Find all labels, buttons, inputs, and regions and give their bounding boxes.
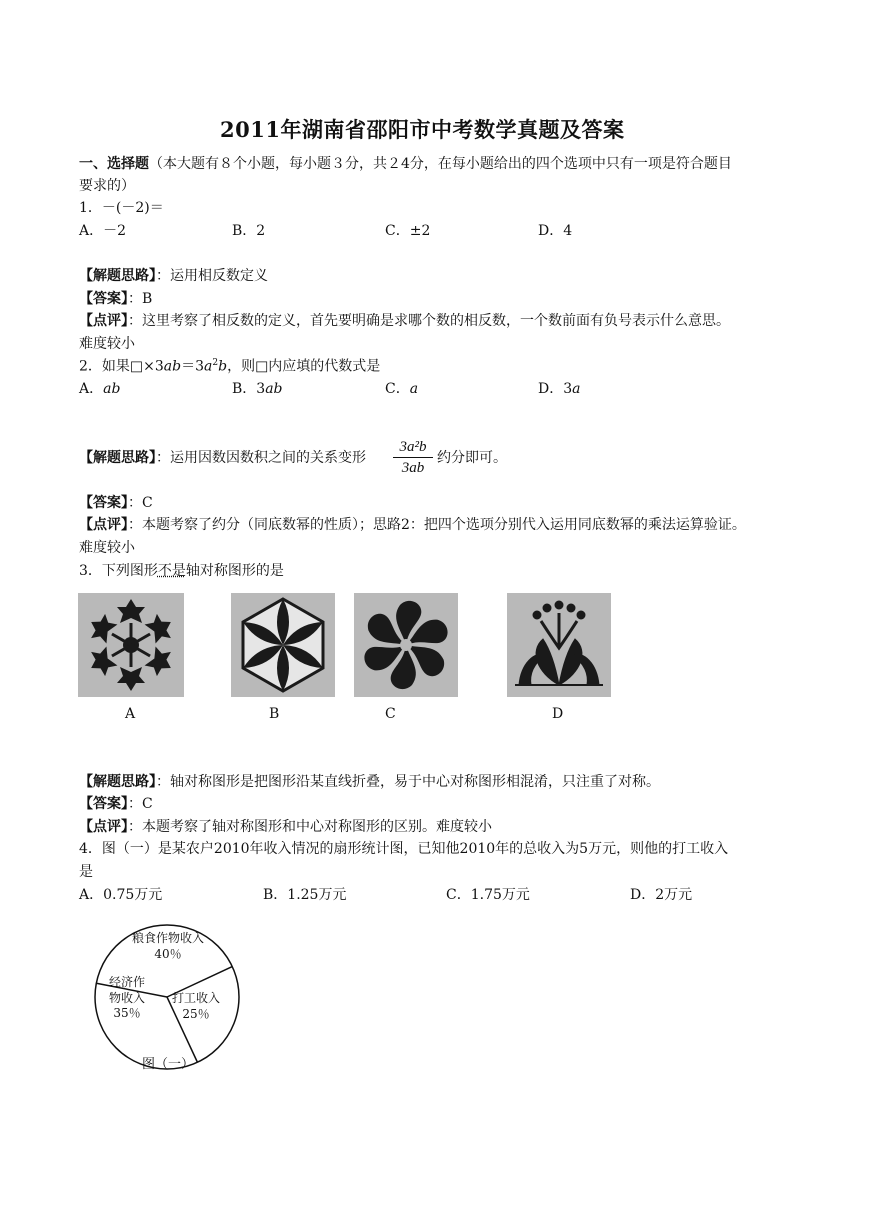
q2-fraction (393, 438, 433, 477)
q1-option-d: D．4 (538, 223, 573, 239)
q3-answer (79, 796, 153, 813)
pie-label-grain-name: 粮食作物收入 (132, 931, 205, 945)
q4-option-c: C．1.75万元 (446, 887, 530, 903)
q3-fig-label-b: B (269, 706, 280, 722)
section-heading-desc-line2: 要求的） (79, 178, 135, 194)
q1-option-b: B．2 (232, 223, 266, 239)
q1-option-c: C．±2 (385, 223, 431, 239)
q2-idea-text: ：运用因数因数积之间的关系变形 (156, 450, 366, 466)
q1-comment (79, 313, 730, 330)
q2-option-a-label: A． (79, 381, 104, 397)
q1-idea (79, 268, 268, 285)
q2-fraction-denominator: 3ab (401, 460, 425, 476)
page-title: 2011年湖南省邵阳市中考数学真题及答案 (220, 117, 625, 142)
q1-idea-label: 【解题思路】 (79, 268, 156, 284)
pie-label-cash-crop-value: 35％ (113, 1006, 141, 1021)
q1-comment-line2: 难度较小 (79, 336, 135, 352)
q4-option-b: B．1.25万元 (263, 887, 347, 903)
q2-fraction-numerator: 3a²b (399, 439, 427, 455)
q1-option-a: A．－2 (79, 223, 127, 239)
q1-comment-label: 【点评】 (79, 313, 128, 329)
section-heading-desc: （本大题有８个小题，每小题３分，共２4分，在每小题给出的四个选项中只有一项是符合题目 (149, 156, 732, 172)
pie-label-labor-value: 25％ (182, 1006, 210, 1021)
q2-comment-label: 【点评】 (79, 517, 128, 533)
q2-option-d-value: a (572, 381, 581, 397)
q1-stem: 1．－(－2)＝ (79, 200, 164, 216)
q2-comment (79, 517, 746, 534)
pie-label-cash-crop (109, 975, 145, 1022)
q2-stem-exp: 2 (212, 358, 219, 368)
q3-answer-text: ：C (128, 796, 153, 812)
q4-option-d: D．2万元 (630, 887, 693, 903)
q4-stem-line2: 是 (79, 864, 93, 880)
q3-figure-a (78, 593, 184, 697)
q2-comment-line2: 难度较小 (79, 540, 135, 556)
q2-answer-text: ：C (128, 495, 153, 511)
q2-option-c-value: a (409, 381, 419, 397)
q4-stem: 4．图（一）是某农户2010年收入情况的扇形统计图，已知他2010年的总收入为5万元，则他的打工收入 (79, 841, 729, 857)
q3-figure-c (354, 593, 458, 697)
floral-ornament-icon (507, 593, 611, 697)
pie-label-grain-value: 40％ (154, 946, 182, 961)
q2-option-d (538, 381, 581, 398)
section-heading (79, 156, 732, 173)
q2-stem-b: b (218, 358, 228, 375)
q3-stem-suffix: 轴对称图形的是 (185, 563, 284, 579)
q3-idea-label: 【解题思路】 (79, 774, 156, 790)
q2-stem-ab: ab (163, 358, 182, 375)
q3-idea-text: ：轴对称图形是把图形沿某直线折叠，易于中心对称图形相混淆，只注重了对称。 (156, 774, 660, 790)
q4-option-a: A．0.75万元 (79, 887, 163, 903)
snowflake-flower-icon (78, 593, 184, 697)
q1-comment-text: ：这里考察了相反数的定义，首先要明确是求哪个数的相反数，一个数前面有负号表示什么意思。 (128, 313, 730, 329)
pie-label-cash-crop-name1: 经济作 (109, 975, 146, 989)
q3-idea (79, 774, 660, 791)
q2-stem (79, 358, 380, 375)
q3-stem-emph: 不是 (157, 563, 186, 579)
q3-comment (79, 819, 492, 836)
pie-label-cash-crop-name2: 物收入 (109, 990, 146, 1005)
q2-fraction-bar (393, 457, 433, 458)
q3-fig-label-d: D (552, 706, 564, 722)
q1-answer-text: ：B (128, 291, 153, 307)
q2-idea-suffix: 约分即可。 (437, 450, 507, 466)
q1-answer-label: 【答案】 (79, 291, 128, 307)
pinwheel-icon (354, 593, 458, 697)
pie-label-labor-name: 打工收入 (172, 991, 221, 1005)
q2-option-c-label: C． (385, 381, 410, 397)
hexagon-petal-icon (231, 593, 335, 697)
q2-option-b-label: B．3 (232, 381, 266, 397)
q2-comment-text: ：本题考察了约分（同底数幂的性质）；思路2：把四个选项分别代入运用同底数幂的乘法运算验证。 (128, 517, 746, 533)
q3-figure-b (231, 593, 335, 697)
pie-caption: 图（一） (142, 1057, 195, 1072)
q3-stem (79, 563, 284, 580)
q3-stem-prefix: 3．下列图形 (79, 563, 158, 579)
q2-option-c (385, 381, 418, 398)
q2-answer (79, 495, 153, 512)
q2-stem-a: a (204, 358, 213, 375)
pie-label-labor (172, 991, 220, 1022)
pie-label-grain (132, 931, 204, 962)
q2-idea (79, 450, 366, 467)
q1-answer (79, 291, 152, 308)
q3-figure-d (507, 593, 611, 697)
q2-stem-prefix: 2．如果□×3 (79, 358, 164, 375)
q2-option-a (79, 381, 120, 398)
q2-option-b (232, 381, 283, 398)
q1-idea-text: ：运用相反数定义 (156, 268, 268, 284)
q3-answer-label: 【答案】 (79, 796, 128, 812)
q2-option-a-value: ab (103, 381, 121, 397)
q2-stem-suffix: ，则□内应填的代数式是 (227, 358, 381, 375)
section-heading-label: 一、选择题 (79, 156, 149, 172)
q2-answer-label: 【答案】 (79, 495, 128, 511)
q3-comment-label: 【点评】 (79, 819, 128, 835)
q2-option-b-value: ab (265, 381, 283, 397)
q2-option-d-label: D．3 (538, 381, 573, 397)
q3-comment-text: ：本题考察了轴对称图形和中心对称图形的区别。难度较小 (128, 819, 492, 835)
q2-idea-label: 【解题思路】 (79, 450, 156, 466)
q3-fig-label-c: C (385, 706, 396, 722)
q2-stem-eq: ＝3 (181, 358, 205, 375)
q3-fig-label-a: A (125, 706, 136, 722)
